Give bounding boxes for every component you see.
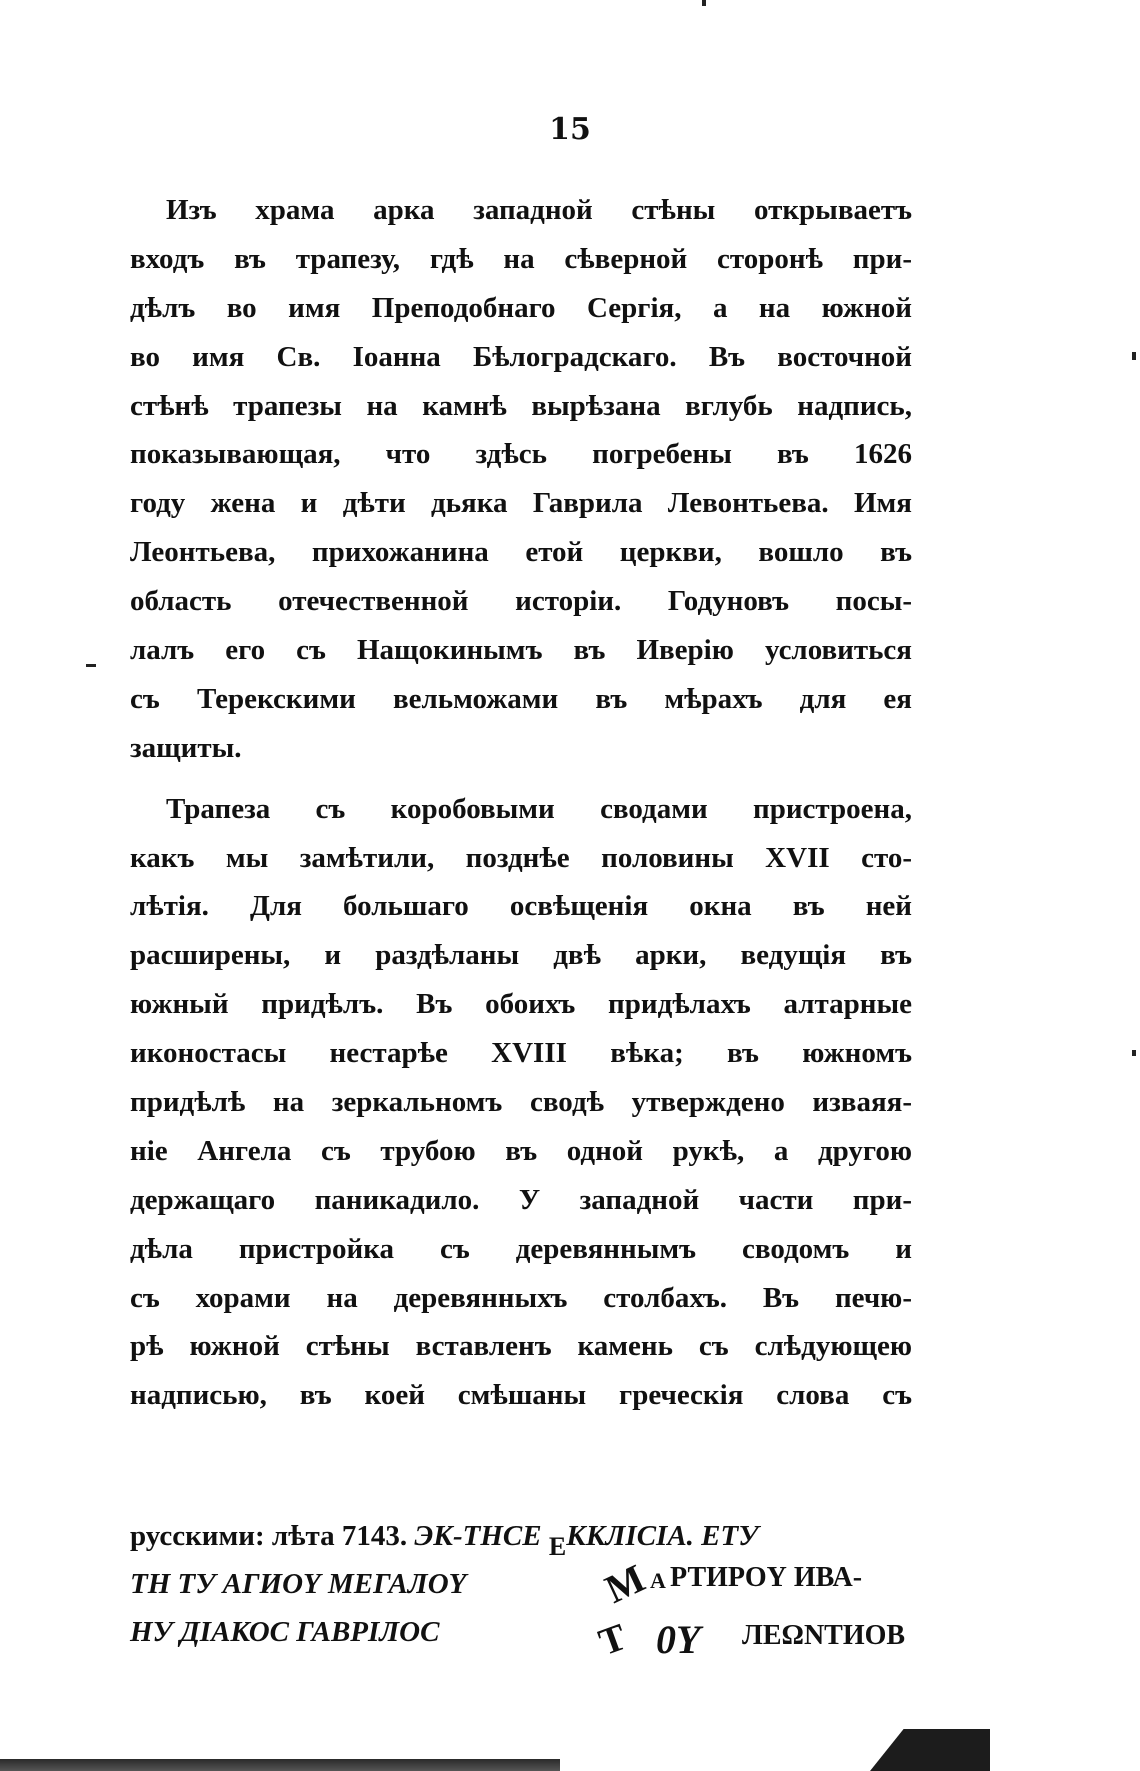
inscription-small-a: А — [650, 1568, 666, 1593]
inscription — [130, 1520, 950, 1665]
text-line: году жена и дѣти дьяка Гаврила Левонтьева. Имя — [130, 487, 912, 520]
inscription-greek-rest: ККЛІСІА. ЕТУ — [566, 1520, 759, 1552]
inscription-prefix: русскими: лѣта 7143. — [130, 1520, 408, 1552]
text-line: лѣтія. Для большаго освѣщенія окна въ ней — [130, 890, 912, 923]
body-text — [130, 186, 912, 1420]
text-line: дѣлъ во имя Преподобнаго Сергія, а на южной — [130, 291, 912, 324]
inscription-big-t: Т — [593, 1615, 632, 1665]
text-line: съ Терекскими вельможами въ мѣрахъ для ея — [130, 682, 912, 715]
text-line: иконостасы нестарѣе XVIII вѣка; въ южномъ — [130, 1037, 912, 1070]
inscription-line-1 — [130, 1520, 759, 1561]
margin-dot-mark — [702, 0, 706, 6]
text-line: Трапеза съ коробовыми сводами пристроена, — [166, 792, 912, 825]
text-line: придѣлѣ на зеркальномъ сводѣ утверждено изваяя- — [130, 1086, 912, 1119]
scan-corner-shadow — [870, 1729, 990, 1771]
inscription-big-o: 0Ү — [656, 1617, 701, 1662]
text-line: съ хорами на деревянныхъ столбахъ. Въ печю- — [130, 1281, 912, 1314]
text-line: стѣнѣ трапезы на камнѣ вырѣзана вглубь надпись, — [130, 389, 912, 422]
inscription-line-2-left: ТН ТУ АГИОҮ МЕГАЛОҮ — [130, 1568, 467, 1600]
text-line: надписью, въ коей смѣшаны греческія слова съ — [130, 1379, 912, 1412]
text-line: держащаго паникадило. У западной части при- — [130, 1183, 912, 1216]
page-number: 15 — [549, 112, 591, 147]
inscription-greek: ЭК-ТНСЕ — [414, 1520, 542, 1552]
text-line: дѣла пристройка съ деревяннымъ сводомъ и — [130, 1232, 912, 1265]
inscription-line-2-right: РТИРОҮ ИВА- — [670, 1562, 863, 1593]
text-line: расширены, и раздѣланы двѣ арки, ведущія въ — [130, 939, 912, 972]
text-line: показывающая, что здѣсь погребены въ 1626 — [130, 438, 912, 471]
text-line: защиты. — [130, 731, 242, 764]
text-line: лалъ его съ Нащокинымъ въ Иверію условиться — [130, 634, 912, 667]
text-line: южный придѣлъ. Въ обоихъ придѣлахъ алтарные — [130, 988, 912, 1021]
paragraph-2 — [130, 785, 912, 1421]
text-line: во имя Св. Іоанна Бѣлоградскаго. Въ восточной — [130, 340, 912, 373]
paragraph-1 — [130, 186, 912, 773]
inscription-small-letter: Е — [548, 1532, 567, 1561]
margin-dot-mark — [1132, 1050, 1136, 1056]
margin-dash-mark — [86, 664, 96, 667]
text-line: область отечественной исторіи. Годуновъ посы- — [130, 585, 912, 618]
text-line: входъ въ трапезу, гдѣ на сѣверной сторонѣ при- — [130, 242, 912, 275]
text-line: Изъ храма арка западной стѣны открываетъ — [166, 194, 912, 226]
text-line: какъ мы замѣтили, позднѣе половины XVII сто- — [130, 841, 912, 874]
text-line: ніе Ангела съ трубою въ одной рукѣ, а другою — [130, 1134, 912, 1167]
inscription-line-3-right: ЛЕΩNТИОВ — [742, 1620, 906, 1651]
paragraph-gap — [130, 773, 912, 785]
inscription-line-3-left: НУ ДІАКОС ГАВРІЛОС — [130, 1616, 440, 1648]
inscription-big-m: М — [598, 1555, 652, 1612]
margin-dot-mark — [1132, 352, 1136, 360]
scan-bottom-edge — [0, 1759, 560, 1771]
text-line: Леонтьева, прихожанина етой церкви, вошло въ — [130, 536, 912, 569]
text-line: рѣ южной стѣны вставленъ камень съ слѣдующею — [130, 1330, 912, 1363]
